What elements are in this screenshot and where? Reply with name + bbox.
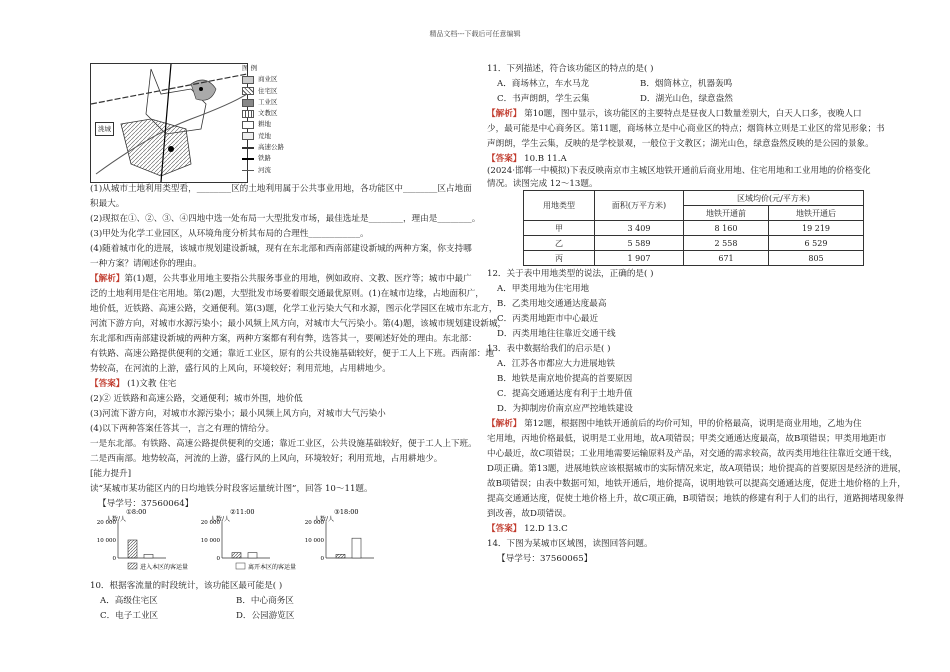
option-10d: D．公园游览区 xyxy=(236,611,295,621)
chart-tick-label: 20 000 xyxy=(304,520,324,526)
question-2: (2)现拟在①、②、③、④四地中选一处布局一大型批发市场，最佳选址是________，理由是________。 xyxy=(90,214,481,224)
cell: 3 409 xyxy=(595,221,684,236)
answer-line: 二是西南部。地势较高，河流的上游，盛行风的上风向，环境较好；利用荒地，占用耕地少。 xyxy=(90,454,443,464)
analysis-line: 故B项错误；由表中数据可知，地铁开通后，地价提高，说明地铁可以提高交通通达度，促进土地价格的上升， xyxy=(487,479,906,489)
question-14: 14．下图为某城市区域图，读图回答问题。 xyxy=(487,539,653,549)
analysis-line: 东北部和西南部建设新城的两种方案，两种方案都有利有弊，选答其一，要阐述好处的理由。东北部： xyxy=(90,334,477,344)
legend-swatch-out xyxy=(236,563,245,569)
question-13: 13．表中数据给我们的启示是( ) xyxy=(487,344,611,354)
chart-intro: 读“某城市某功能区内的日均地铁分时段客运量统计图”，回答 10～11题。 xyxy=(90,484,373,494)
chart-bar xyxy=(336,554,345,558)
option-10c: C．电子工业区 xyxy=(100,611,159,621)
legend-item: 工业区 xyxy=(258,97,278,106)
answer-tag: 【答案】 xyxy=(90,379,125,389)
question-10: 10．根据客流量的时段统计，该功能区最可能是( ) xyxy=(90,581,283,591)
question-4: (4)随着城市化的进展，该城市规划建设新城，现有在东北部和西南部建设新城的两种方案，你支持哪 xyxy=(90,244,472,254)
analysis-line: 宅用地，丙地价格最低，说明是工业用地，故A项错误；甲类交通通达度最高，故B项错误；甲类用地距市 xyxy=(487,434,887,444)
th-before: 地铁开通前 xyxy=(684,206,769,221)
answer-line: (2)② 近铁路和高速公路，交通便利；城市外围，地价低 xyxy=(90,394,303,404)
legend-item: 铁路 xyxy=(258,154,271,163)
option-12c: C．丙类用地距市中心最近 xyxy=(497,314,599,324)
question-12: 12．关于表中用地类型的说法，正确的是( ) xyxy=(487,269,654,279)
legend-label-in: 进入本区的客运量 xyxy=(140,564,189,571)
legend-swatch-in xyxy=(128,563,137,569)
chart-title: ③18:00 xyxy=(334,508,359,516)
chart-tick-label: 0 xyxy=(320,556,324,562)
analysis2-block xyxy=(487,418,862,430)
chart-tick-label: 0 xyxy=(112,556,116,562)
chart-tick-label: 10 000 xyxy=(304,538,324,544)
option-12d: D．丙类用地往往靠近交通干线 xyxy=(497,329,616,339)
analysis-line: 声朗朗，学生云集，反映的是学校景观，一般位于文教区；湖光山色，绿意盎然反映的是公园的景象。 xyxy=(487,139,874,149)
analysis-line: 到改善，故D项错误。 xyxy=(487,509,572,519)
cell: 805 xyxy=(769,251,864,266)
section-label: [能力提升] xyxy=(90,469,132,479)
option-13a: A．江苏各市都应大力进展地铁 xyxy=(497,359,615,369)
legend-item: 耕地 xyxy=(258,120,271,129)
cell: 19 219 xyxy=(769,221,864,236)
cell: 671 xyxy=(684,251,769,266)
th-price: 区域均价(元/平方米) xyxy=(684,191,864,206)
legend-item: 荒地 xyxy=(258,131,271,140)
analysis-tag: 【解析】 xyxy=(90,274,125,284)
chart-tick-label: 10 000 xyxy=(96,538,116,544)
legend-swatch xyxy=(242,87,254,95)
option-11d: D．湖光山色，绿意盎然 xyxy=(640,94,733,104)
option-12a: A．甲类用地为住宅用地 xyxy=(497,284,590,294)
option-10b: B．中心商务区 xyxy=(236,596,294,606)
chart-tick-label: 20 000 xyxy=(200,520,220,526)
guide-number-2: 【导学号：37560065】 xyxy=(497,554,593,564)
analysis-line: D项正确。第13题，进展地铁应该根据城市的实际情况来定，故A项错误；地价提高的首要原因是经济的进展， xyxy=(487,464,907,474)
cell: 甲 xyxy=(524,221,595,236)
analysis-line: 河流下游方向，对城市水源污染小；最小风频上风方向，对城市大气污染小。第(4)题，该城市规划建设新城， xyxy=(90,319,507,329)
option-11a: A．商场林立，车水马龙 xyxy=(497,79,590,89)
cell: 6 529 xyxy=(769,236,864,251)
table-row xyxy=(524,236,864,251)
passenger-charts xyxy=(88,508,398,576)
question-1-cont: 积最大。 xyxy=(90,199,125,209)
legend-swatch xyxy=(242,132,254,140)
cell: 丙 xyxy=(524,251,595,266)
legend-swatch xyxy=(242,147,254,149)
analysis-tag: 【解析】 xyxy=(487,109,522,119)
question-1: (1)从城市土地利用类型看，________区的土地利用属于公共事业用地，各功能区中________区占地面 xyxy=(90,184,472,194)
answer-text: 12.D 13.C xyxy=(524,524,568,534)
answer-tag: 【答案】 xyxy=(487,154,522,164)
answer-text: 10.B 11.A xyxy=(524,154,567,164)
option-13c: C．提高交通通达度有利于土地升值 xyxy=(497,389,633,399)
map-drawing xyxy=(91,64,247,182)
cell: 1 907 xyxy=(595,251,684,266)
th-type: 用地类型 xyxy=(524,191,595,221)
map-city-label: 洮城 xyxy=(95,122,114,136)
chart-ylabel: 人数/人 xyxy=(106,516,127,523)
analysis-tag: 【解析】 xyxy=(487,419,522,429)
analysis-line: 泛的土地利用是住宅用地。第(2)题，大型批发市场要着眼交通最优原则。(1)在城市边缘，占地面积广， xyxy=(90,289,484,299)
analysis-line: 有铁路、高速公路提供便利的交通；靠近工业区，原有的公共设施基础较好，便于工人上下班。西南部：地 xyxy=(90,349,494,359)
legend-swatch xyxy=(242,99,254,107)
option-11c: C．书声朗朗，学生云集 xyxy=(497,94,590,104)
analysis-line: 少，最可能是中心商务区。第11题，商场林立是中心商业区的特点；烟筒林立则是工业区的常见形象；书 xyxy=(487,124,885,134)
answer-line: (4)以下两种答案任答其一，言之有理的情给分。 xyxy=(90,424,275,434)
answer-block xyxy=(90,378,176,390)
question-11: 11．下列描述，符合该功能区的特点的是( ) xyxy=(487,64,654,74)
cell: 5 589 xyxy=(595,236,684,251)
page-header: 精品文档---下载后可任意编辑 xyxy=(429,30,521,38)
legend-swatch xyxy=(242,170,254,171)
option-13b: B．地铁是南京地价提高的首要原因 xyxy=(497,374,633,384)
chart-bar xyxy=(144,554,153,558)
th-after: 地铁开通后 xyxy=(769,206,864,221)
legend-label-out: 离开本区的客运量 xyxy=(248,564,297,571)
legend-item: 住宅区 xyxy=(258,86,278,95)
table-row xyxy=(524,221,864,236)
legend-swatch xyxy=(242,76,254,84)
cell: 乙 xyxy=(524,236,595,251)
cell: 8 160 xyxy=(684,221,769,236)
map-legend xyxy=(242,63,284,176)
analysis-line: 中心最近，故C项错误；工业用地需要运输原料及产品，对交通的需求较高，故丙类用地往往靠近交通干线， xyxy=(487,449,898,459)
table-row xyxy=(524,251,864,266)
legend-swatch xyxy=(242,121,254,129)
chart-bar xyxy=(232,553,241,558)
legend-title: 图 例 xyxy=(242,64,258,72)
city-land-use-map xyxy=(90,63,248,183)
legend-item: 商业区 xyxy=(258,75,278,84)
table-intro-cont: 情况。读图完成 12～13题。 xyxy=(487,179,598,189)
cell: 2 558 xyxy=(684,236,769,251)
analysis-line: 提高交通通达度，促使土地价格上升，故C项正确，B项错误；地铁的修建有利于人们的出行，道路拥堵现象得 xyxy=(487,494,904,504)
option-13d: D．为抑制房价南京应严控地铁建设 xyxy=(497,404,633,414)
legend-item: 河流 xyxy=(258,165,271,174)
option-11b: B．烟筒林立，机器轰鸣 xyxy=(640,79,733,89)
th-area: 面积(万平方米) xyxy=(595,191,684,221)
answer-tag: 【答案】 xyxy=(487,524,522,534)
analysis-line: 地价低，近铁路、高速公路，交通便利。第(3)题，化学工业污染大气和水源，图示化学园区在城市东北方， xyxy=(90,304,498,314)
table-intro: (2024·邯郸一中模拟)下表反映南京市主城区地铁开通前后商业用地、住宅用地和工业用地的价格变化 xyxy=(487,166,871,176)
legend-item: 高速公路 xyxy=(258,143,284,152)
guide-number: 【导学号：37560064】 xyxy=(98,499,194,509)
analysis-line: 第(1)题，公共事业用地主要指公共服务事业的用地，例如政府、文教、医疗等；城市中最广 xyxy=(124,274,472,284)
question-3: (3)甲处为化学工业园区，从环境角度分析其布局的合理性____________。 xyxy=(90,229,369,239)
legend-item: 文教区 xyxy=(258,109,278,118)
option-10a: A．高级住宅区 xyxy=(100,596,158,606)
option-12b: B．乙类用地交通通达度最高 xyxy=(497,299,607,309)
chart-bar xyxy=(248,553,257,558)
chart-bar xyxy=(352,538,361,558)
analysis-block xyxy=(487,108,862,120)
answer-line: 一是东北部。有铁路、高速公路提供便利的交通；靠近工业区，公共设施基础较好，便于工人上下班。 xyxy=(90,439,477,449)
chart-tick-label: 0 xyxy=(216,556,220,562)
land-price-table xyxy=(523,190,864,266)
question-4-cont: 一种方案？请阐述你的理由。 xyxy=(90,259,202,269)
legend-swatch xyxy=(242,158,254,160)
analysis-line: 第10题，图中显示，该功能区的主要特点是昼夜人口数量差别大，白天人口多，夜晚人口 xyxy=(524,109,862,119)
chart-ylabel: 人数/人 xyxy=(210,516,231,523)
chart-ylabel: 人数/人 xyxy=(314,516,335,523)
chart-tick-label: 10 000 xyxy=(200,538,220,544)
chart-tick-label: 20 000 xyxy=(96,520,116,526)
answer-line: (1)文教 住宅 xyxy=(127,379,177,389)
analysis-line: 势较高，在河流的上游，盛行风的上风向，环境较好；利用荒地，占用耕地少。 xyxy=(90,364,391,374)
chart-title: ①8:00 xyxy=(126,508,147,516)
chart-title: ②11:00 xyxy=(230,508,255,516)
analysis-line: 第12题，根据图中地铁开通前后的均价可知，甲的价格最高，说明是商业用地，乙地为住 xyxy=(524,419,862,429)
legend-swatch xyxy=(242,110,254,118)
analysis-block xyxy=(90,273,472,285)
answer2-block xyxy=(487,523,568,535)
chart-bar xyxy=(128,540,137,558)
answer-block xyxy=(487,153,567,165)
answer-line: (3)河流下游方向，对城市水源污染小；最小风频上风方向，对城市大气污染小 xyxy=(90,409,386,419)
